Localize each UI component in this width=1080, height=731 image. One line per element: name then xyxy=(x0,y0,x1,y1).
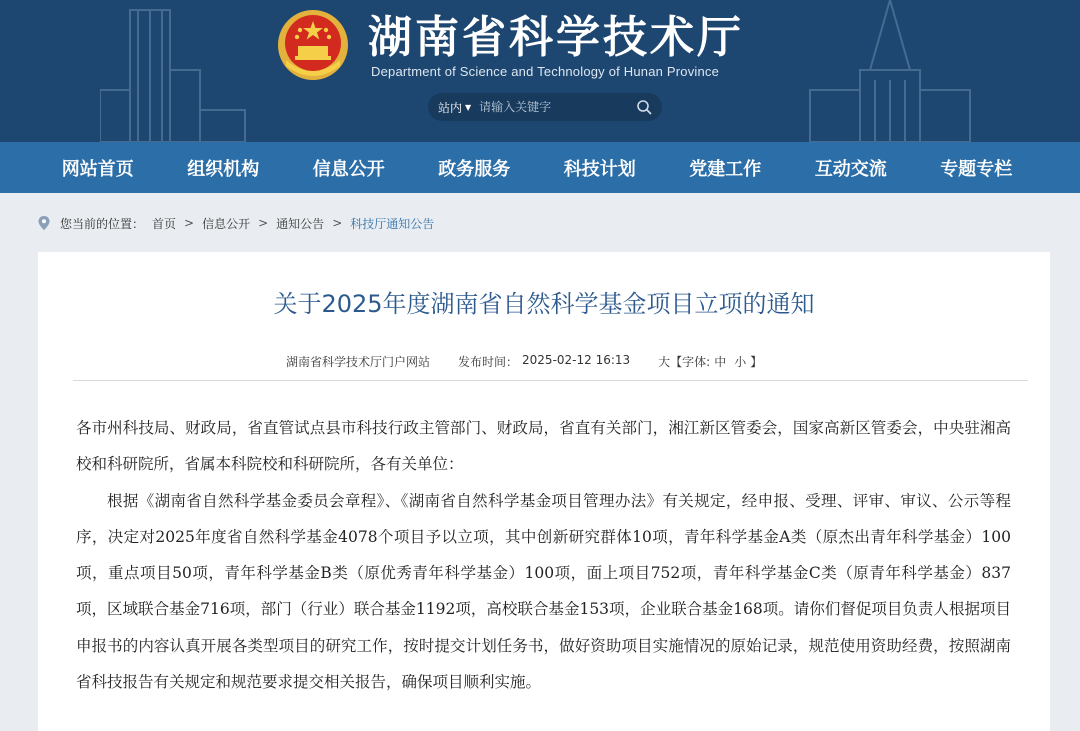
article-card xyxy=(38,252,1050,731)
breadcrumb-separator: > xyxy=(332,216,343,230)
breadcrumb-link-notices[interactable]: 通知公告 xyxy=(276,216,325,231)
font-size-small-button[interactable]: 小 xyxy=(734,355,747,369)
article-source: 湖南省科学技术厅门户网站 xyxy=(286,355,431,369)
site-subtitle: Department of Science and Technology of Hunan Province xyxy=(371,64,720,79)
chevron-down-icon[interactable]: ▼ xyxy=(465,102,472,112)
search-bar xyxy=(428,93,662,121)
article-meta xyxy=(286,353,762,370)
nav-item-government-services[interactable]: 政务服务 xyxy=(438,158,511,180)
nav-item-organization[interactable]: 组织机构 xyxy=(187,158,260,180)
publish-label: 发布时间： xyxy=(458,355,519,369)
nav-item-info-disclosure[interactable]: 信息公开 xyxy=(312,158,385,180)
main-nav xyxy=(0,142,1080,193)
search-input[interactable] xyxy=(479,100,619,114)
national-emblem-icon xyxy=(276,8,350,82)
article-title: 关于2025年度湖南省自然科学基金项目立项的通知 xyxy=(273,290,815,318)
font-size-suffix: 】 xyxy=(750,355,763,369)
paragraph: 根据《湖南省自然科学基金委员会章程》、《湖南省自然科学基金项目管理办法》有关规定，经申报、受理、评审、审议、公示等程序，决定对2025年度省自然科学基金4078个项目予以立项，其中创新研究群体10项，青年科学基金A类（原杰出青年科学基金）100项，重点项目50项，青年科学基金B类（原优秀青年科学基金）100项，面上项目752项，青年科学基金C类（原青年科学基金）837项，区域联合基金716项，部门（行业）联合基金1192项，高校联合基金153项，企业联合基金168项。请你们督促项目负责人根据项目申报书的内容认真开展各类型项目的研究工作，按时提交计划任务书，做好资助项目实施情况的原始记录，规范使用资助经费，按照湖南省科技报告有关规定和规范要求提交相关报告，确保项目顺利实施。 xyxy=(76,491,1011,692)
nav-item-party-building[interactable]: 党建工作 xyxy=(689,158,762,180)
nav-item-home[interactable]: 网站首页 xyxy=(61,158,134,180)
breadcrumb-separator: > xyxy=(258,216,269,230)
nav-item-special-topics[interactable]: 专题专栏 xyxy=(940,158,1013,180)
breadcrumb-separator: > xyxy=(184,216,195,230)
breadcrumb-current[interactable]: 科技厅通知公告 xyxy=(350,216,435,231)
paragraph: 各市州科技局、财政局，省直管试点县市科技行政主管部门、财政局，省直有关部门，湘江新区管委会，国家高新区管委会，中央驻湘高校和科研院所，省属本科院校和科研院所，各有关单位： xyxy=(76,419,1011,474)
breadcrumb-link-home[interactable]: 首页 xyxy=(152,216,177,231)
publish-time: 2025-02-12 16:13 xyxy=(522,353,631,367)
location-pin-icon xyxy=(38,216,50,230)
breadcrumb-prefix: 您当前的位置： xyxy=(60,216,145,231)
article-body xyxy=(76,410,1011,700)
building-silhouette-right xyxy=(800,0,980,142)
building-silhouette-left xyxy=(100,0,260,142)
nav-item-sci-tech-plans[interactable]: 科技计划 xyxy=(563,158,636,180)
site-title: 湖南省科学技术厅 xyxy=(368,12,744,63)
font-size-medium-button[interactable]: 中 xyxy=(714,355,727,369)
breadcrumb xyxy=(38,212,434,234)
site-banner xyxy=(0,0,1080,142)
nav-item-interaction[interactable]: 互动交流 xyxy=(814,158,887,180)
font-size-large-button[interactable]: 大【字体: xyxy=(658,355,711,369)
search-scope-select[interactable]: 站内 xyxy=(438,100,463,115)
breadcrumb-link-info-disclosure[interactable]: 信息公开 xyxy=(202,216,251,231)
title-divider xyxy=(73,380,1028,381)
search-icon[interactable] xyxy=(636,99,652,115)
